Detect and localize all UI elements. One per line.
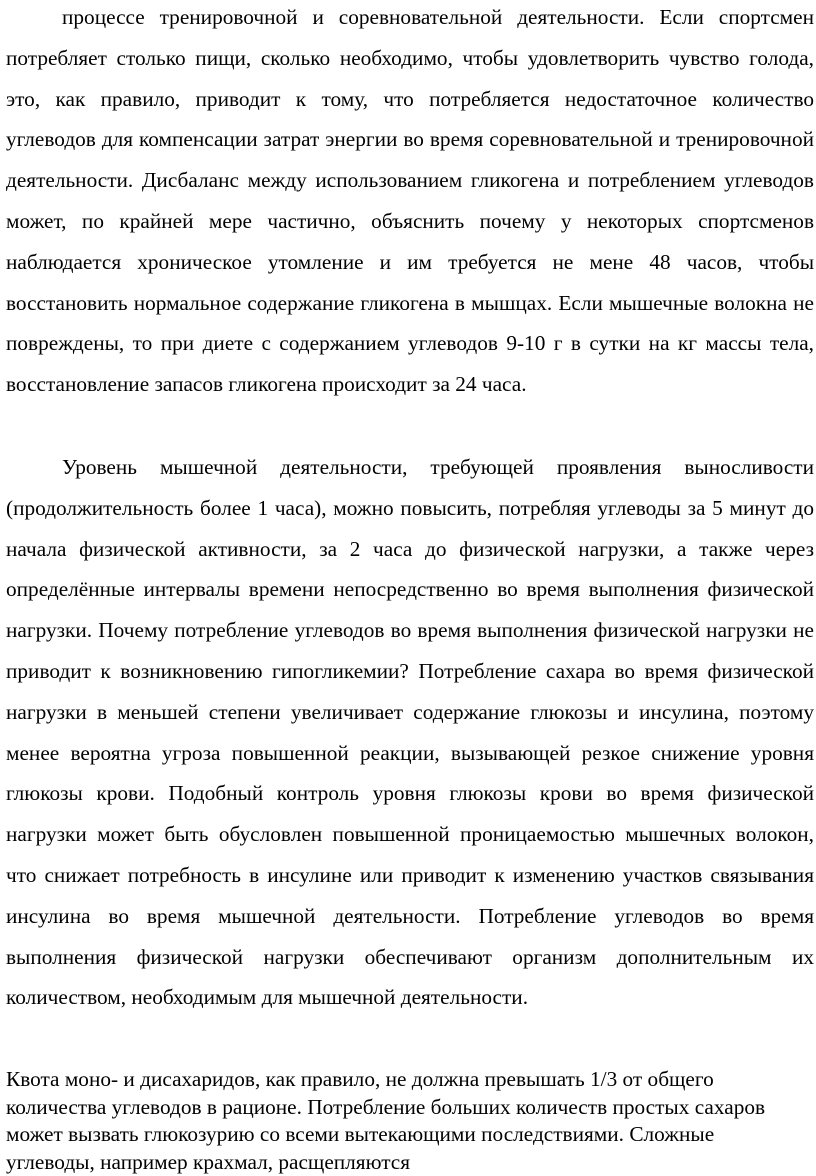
paragraph-glycogen-balance: процессе тренировочной и соревновательной деятельности. Если спортсмен потребляет столько пищи, сколько необходимо, чтобы удовлетворить чувство голода, это, как правило, приводит к тому, что потребляется недостаточное количество углеводов для компенсации затрат энергии во время соревновательной и тренировочной деятельности. Дисбаланс между использованием гликогена и потреблением углеводов может, по крайней мере частично, объяснить почему у некоторых спортсменов наблюдается хроническое утомление и им требуется не мене 48 часов, чтобы восстановить нормальное содержание гликогена в мышцах. Если мышечные волокна не повреждены, то при диете с содержанием углеводов 9-10 г в сутки на кг массы тела, восстановление запасов гликогена происходит за 24 часа. (6, 5, 814, 397)
paragraph-sugar-quota: Квота моно- и дисахаридов, как правило, не должна превышать 1/3 от общего количества углеводов в рационе. Потребление больших количеств простых сахаров может вызвать глюкозурию со всеми вытекающими последствиями. Сложные углеводы, например крахмал, расщепляются (6, 1067, 766, 1174)
paragraph-carbohydrate-intake: Уровень мышечной деятельности, требующей проявления выносливости (продолжительность более 1 часа), можно повысить, потребляя углеводы за 5 минут до начала физической активности, за 2 часа до физической нагрузки, а также через определённые интервалы времени непосредственно во время выполнения физической нагрузки. Почему потребление углеводов во время выполнения физической нагрузки не приводит к возникновению гипогликемии? Потребление сахара во время физической нагрузки в меньшей степени увеличивает содержание глюкозы и инсулина, поэтому менее вероятна угроза повышенной реакции, вызывающей резкое снижение уровня глюкозы крови. Подобный контроль уровня глюкозы крови во время физической нагрузки может быть обусловлен повышенной проницаемостью мышечных волокон, что снижает потребность в инсулине или приводит к изменению участков связывания инсулина во время мышечной деятельности. Потребление углеводов во время выполнения физической нагрузки обеспечивают организм дополнительным их количеством, необходимым для мышечной деятельности. (6, 455, 814, 1010)
